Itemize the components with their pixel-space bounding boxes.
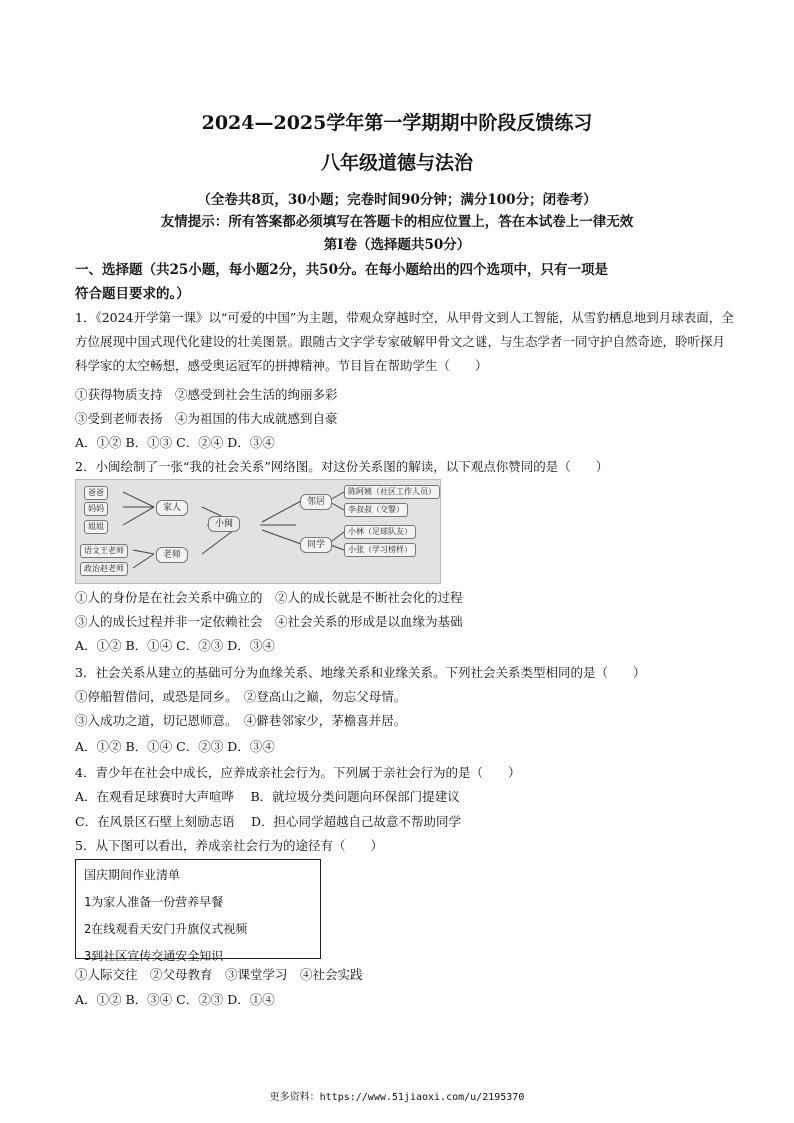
exam-title: 2024—2025学年第一学期期中阶段反馈练习	[201, 112, 593, 134]
question-1-options-2: ③受到老师表扬 ④为祖国的伟大成就感到自豪	[75, 411, 338, 426]
question-4-options-ab: A．在观看足球赛时大声喧哗 B．就垃圾分类问题向环保部门提建议	[75, 789, 460, 804]
homework-list-title: 国庆期间作业清单	[84, 868, 181, 882]
diagram-node-neighbor-chen: 陈阿姨（社区工作人员）	[344, 485, 440, 499]
diagram-node-classmate-zhang: 小张（学习榜样）	[344, 543, 416, 557]
diagram-node-classmate: 同学	[300, 537, 332, 553]
question-1-options-1: ①获得物质支持 ②感受到社会生活的绚丽多彩	[75, 387, 338, 402]
section-heading	[75, 258, 735, 306]
diagram-node-mother: 妈妈	[84, 502, 108, 516]
question-3-options-2: ③入成功之道，切记恩师意。 ④僻巷邻家少，茅檐喜并居。	[75, 713, 407, 728]
diagram-node-teacher: 老师	[156, 547, 188, 563]
diagram-node-father: 爸爸	[84, 486, 108, 500]
diagram-node-chinese-teacher: 语文王老师	[80, 544, 128, 558]
question-2-stem: 2．小闽绘制了一张“我的社会关系”网络图。对这份关系图的解读，以下观点你赞同的是（ ）	[75, 459, 609, 474]
question-3-stem: 3．社会关系从建立的基础可分为血缘关系、地缘关系和业缘关系。下列社会关系类型相同的是（ ）	[75, 665, 646, 680]
diagram-node-family: 家人	[156, 500, 188, 516]
question-3-options-1: ①停船暂借问，或恐是同乡。 ②登高山之巅，勿忘父母情。	[75, 689, 407, 704]
social-relations-diagram	[75, 479, 441, 584]
diagram-node-neighbor-li: 李叔叔（交警）	[344, 503, 408, 517]
question-4-options-cd: C．在风景区石壁上刻励志语 D．担心同学超越自己故意不帮助同学	[75, 814, 462, 829]
diagram-node-classmate-lin: 小林（足球队友）	[344, 525, 416, 539]
homework-list-item: 1为家人准备一份营养早餐	[84, 895, 224, 909]
section-heading-line-2: 符合题目要求的。）	[75, 286, 190, 302]
exam-tip: 友情提示：所有答案都必须填写在答题卡的相应位置上，答在本试卷上一律无效	[160, 214, 634, 230]
question-1-stem: 1．《2024开学第一课》以“可爱的中国”为主题，带观众穿越时空，从甲骨文到人工智能，从雪豹栖息地到月球表面，全方位展现中国式现代化建设的壮美图景。跟随古文字学专家破解甲骨文之谜，与生态学者一同守护自然奇迹，聆听探月科学家的太空畅想，感受奥运冠军的拼搏精神。节目旨在帮助学生（ ）	[75, 310, 734, 373]
question-2-choices: A．①② B．①④ C．②③ D．③④	[75, 638, 275, 653]
diagram-node-sister: 姐姐	[84, 520, 108, 534]
diagram-node-politics-teacher: 政治赵老师	[80, 562, 128, 576]
volume-heading: 第Ⅰ卷（选择题共50分）	[323, 237, 471, 253]
exam-info: （全卷共8页，30小题；完卷时间90分钟；满分100分；闭卷考）	[197, 192, 597, 208]
homework-list-item: 3到社区宣传交通安全知识	[84, 949, 224, 963]
question-3-choices: A．①② B．①④ C．②③ D．③④	[75, 739, 275, 754]
question-4-stem: 4．青少年在社会中成长，应养成亲社会行为。下列属于亲社会行为的是（ ）	[75, 765, 521, 780]
footer-resource-link[interactable]: 更多资料：https://www.51jiaoxi.com/u/2195370	[269, 1092, 525, 1103]
question-5-options: ①人际交往 ②父母教育 ③课堂学习 ④社会实践	[75, 967, 363, 982]
question-1-choices: A．①② B．①③ C．②④ D．③④	[75, 435, 275, 450]
diagram-node-neighbor: 邻居	[300, 494, 332, 510]
question-2-options-1: ①人的身份是在社会关系中确立的 ②人的成长就是不断社会化的过程	[75, 590, 463, 605]
question-5-stem: 5．从下图可以看出，养成亲社会行为的途径有（ ）	[75, 838, 383, 853]
holiday-homework-list	[75, 859, 321, 963]
exam-subject: 八年级道德与法治	[320, 152, 473, 174]
question-2-options-2: ③人的成长过程并非一定依赖社会 ④社会关系的形成是以血缘为基础	[75, 614, 463, 629]
homework-list-item: 2在线观看天安门升旗仪式视频	[84, 922, 248, 936]
section-heading-line-1: 一、选择题（共25小题，每小题2分，共50分。在每小题给出的四个选项中，只有一项是	[75, 262, 608, 278]
question-5-choices: A．①② B．③④ C．②③ D．①④	[75, 992, 275, 1007]
diagram-node-center: 小闽	[208, 516, 240, 532]
